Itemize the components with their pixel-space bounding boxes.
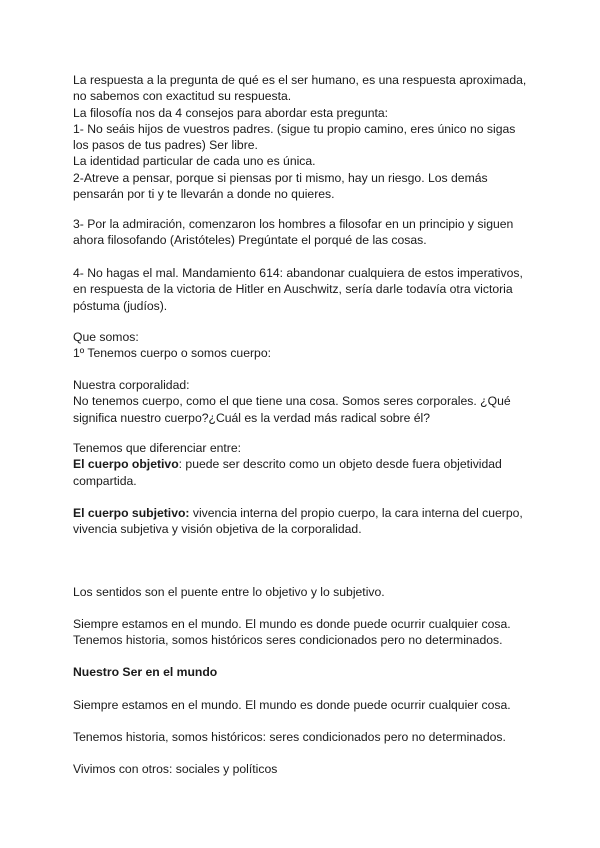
heading-text: Nuestro Ser en el mundo	[73, 665, 218, 679]
text-line: Siempre estamos en el mundo. El mundo es donde puede ocurrir cualquier cosa.	[73, 698, 511, 712]
text-line: La filosofía nos da 4 consejos para abordar esta pregunta:	[73, 105, 389, 120]
text-line: no sabemos con exactitud su respuesta.	[73, 89, 292, 104]
paragraph-mundo	[73, 616, 543, 649]
text-line: La respuesta a la pregunta de qué es el ser humano, es una respuesta aproximada,	[73, 73, 527, 87]
text-line: Los sentidos son el puente entre lo objetivo y lo subjetivo.	[73, 585, 385, 599]
section-heading	[73, 664, 543, 680]
term-cuerpo-subjetivo: El cuerpo subjetivo:	[73, 506, 190, 520]
text-line	[73, 505, 543, 521]
definition-text: vivencia interna del propio cuerpo, la cara interna del cuerpo,	[189, 506, 523, 520]
paragraph-cuerpo-objetivo	[73, 440, 543, 489]
text-line: 3- Por la admiración, comenzaron los hombres a filosofar en un principio y siguen	[73, 217, 514, 231]
definition-text: : puede ser descrito como un objeto desde fuera objetividad	[178, 457, 502, 472]
paragraph-sentidos	[73, 584, 543, 600]
paragraph-otros	[73, 761, 543, 777]
text-line: Vivimos con otros: sociales y políticos	[73, 762, 278, 776]
text-line: 4- No hagas el mal. Mandamiento 614: abandonar cualquiera de estos imperativos,	[73, 266, 523, 280]
text-line: compartida.	[73, 473, 137, 488]
text-line: 1º Tenemos cuerpo o somos cuerpo:	[73, 346, 271, 361]
text-line: los pasos de tus padres) Ser libre.	[73, 138, 258, 153]
text-line: en respuesta de la victoria de Hitler en Auschwitz, sería darle todavía otra victoria	[73, 282, 513, 297]
paragraph-intro	[73, 72, 543, 202]
text-line: Nuestra corporalidad:	[73, 378, 190, 392]
text-line: pensarán por ti y te llevarán a donde no quieres.	[73, 187, 335, 202]
text-line: Tenemos historia, somos históricos seres condicionados pero no determinados.	[73, 633, 503, 648]
paragraph-historia	[73, 729, 543, 745]
term-cuerpo-objetivo: El cuerpo objetivo	[73, 457, 179, 472]
paragraph-consejo-4	[73, 265, 543, 314]
text-line: 1- No seáis hijos de vuestros padres. (sigue tu propio camino, eres único no sigas	[73, 121, 516, 136]
text-line: vivencia subjetiva y visión objetiva de la corporalidad.	[73, 522, 362, 537]
text-line: No tenemos cuerpo, como el que tiene una cosa. Somos seres corporales. ¿Qué	[73, 394, 511, 409]
text-line: ahora filosofando (Aristóteles) Pregúntate el porqué de las cosas.	[73, 233, 427, 248]
paragraph-corporalidad	[73, 377, 543, 426]
text-line: La identidad particular de cada uno es única.	[73, 154, 316, 169]
text-line: Tenemos que diferenciar entre:	[73, 441, 242, 455]
text-line: Siempre estamos en el mundo. El mundo es donde puede ocurrir cualquier cosa.	[73, 617, 511, 631]
text-line: significa nuestro cuerpo?¿Cuál es la verdad más radical sobre él?	[73, 410, 431, 425]
paragraph-cuerpo-subjetivo	[73, 505, 543, 538]
text-line	[73, 456, 543, 472]
text-line: Tenemos historia, somos históricos: seres condicionados pero no determinados.	[73, 730, 506, 744]
text-line: 2-Atreve a pensar, porque si piensas por ti mismo, hay un riesgo. Los demás	[73, 170, 488, 185]
text-line: Que somos:	[73, 330, 139, 344]
paragraph-mundo-2	[73, 697, 543, 713]
paragraph-consejo-3	[73, 216, 543, 249]
text-line: póstuma (judíos).	[73, 298, 168, 313]
paragraph-que-somos	[73, 329, 543, 362]
